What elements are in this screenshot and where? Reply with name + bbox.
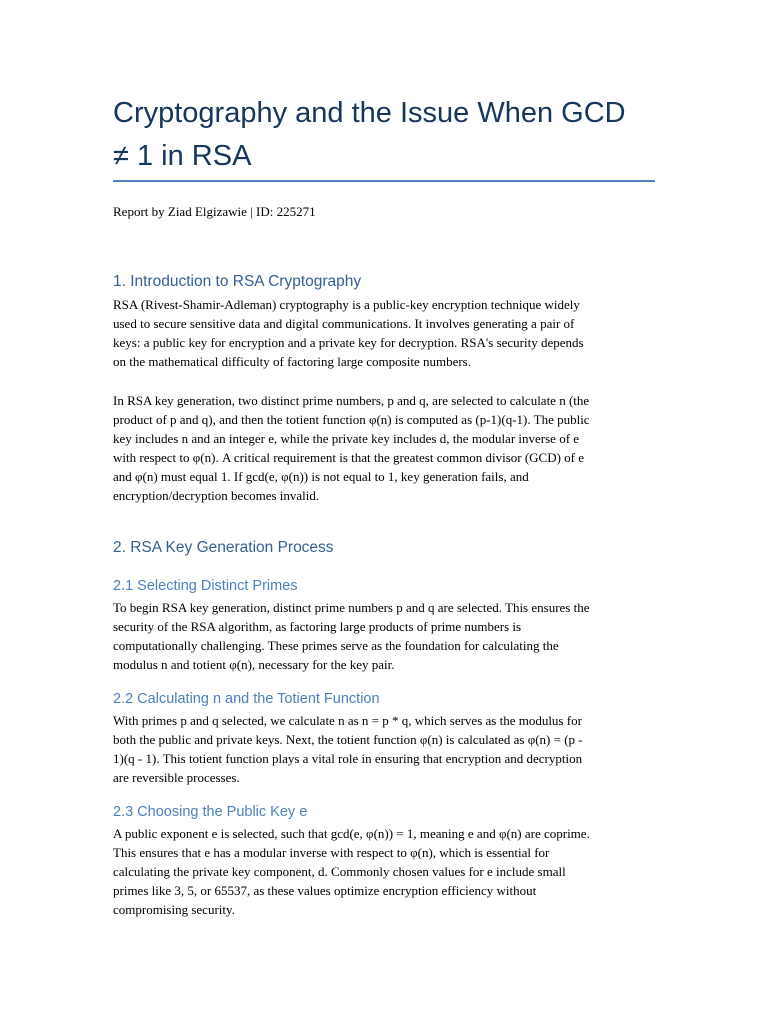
text-line: both the public and private keys. Next, the totient function φ(n) is calculated as φ(n) = (p - [113, 732, 583, 747]
text-line: keys: a public key for encryption and a private key for decryption. RSA's security depends [113, 335, 584, 350]
text-line: primes like 3, 5, or 65537, as these values optimize encryption efficiency without [113, 883, 537, 898]
text-line: used to secure sensitive data and digital communications. It involves generating a pair of [113, 316, 575, 331]
report-byline: Report by Ziad Elgizawie | ID: 225271 [113, 204, 316, 219]
subsection-2-1-paragraph [113, 598, 658, 674]
subsection-heading-2-2: 2.2 Calculating n and the Totient Function [113, 691, 380, 707]
text-line: with respect to φ(n). A critical requirement is that the greatest common divisor (GCD) of e [113, 450, 585, 465]
introduction-paragraph-1 [113, 295, 658, 371]
subsection-2-3-paragraph [113, 824, 658, 919]
text-line: calculating the private key component, d. Commonly chosen values for e include small [113, 864, 566, 879]
text-line: compromising security. [113, 902, 235, 917]
document-title [113, 92, 655, 178]
section-heading-introduction: 1. Introduction to RSA Cryptography [113, 273, 362, 290]
title-line-2: ≠ 1 in RSA [113, 140, 252, 172]
text-line: security of the RSA algorithm, as factoring large products of prime numbers is [113, 619, 522, 634]
text-line: computationally challenging. These primes serve as the foundation for calculating the [113, 638, 559, 653]
text-line: A public exponent e is selected, such that gcd(e, φ(n)) = 1, meaning e and φ(n) are coprime. [113, 826, 590, 841]
text-line: and φ(n) must equal 1. If gcd(e, φ(n)) is not equal to 1, key generation fails, and [113, 469, 529, 484]
text-line: modulus n and totient φ(n), necessary for the key pair. [113, 657, 395, 672]
title-underline [113, 180, 655, 182]
text-line: key includes n and an integer e, while the private key includes d, the modular inverse of e [113, 431, 580, 446]
text-line: are reversible processes. [113, 770, 240, 785]
introduction-paragraph-2 [113, 391, 658, 505]
subsection-2-2-paragraph [113, 711, 658, 787]
text-line: 1)(q - 1). This totient function plays a vital role in ensuring that encryption and decryption [113, 751, 583, 766]
text-line: In RSA key generation, two distinct prime numbers, p and q, are selected to calculate n (the [113, 393, 590, 408]
section-heading-key-generation: 2. RSA Key Generation Process [113, 539, 334, 556]
title-line-1: Cryptography and the Issue When GCD [113, 97, 626, 129]
text-line: To begin RSA key generation, distinct prime numbers p and q are selected. This ensures the [113, 600, 590, 615]
subsection-heading-2-3: 2.3 Choosing the Public Key e [113, 804, 308, 820]
text-line: product of p and q), and then the totient function φ(n) is computed as (p-1)(q-1). The public [113, 412, 590, 427]
text-line: RSA (Rivest-Shamir-Adleman) cryptography is a public-key encryption technique widely [113, 297, 580, 312]
text-line: This ensures that e has a modular inverse with respect to φ(n), which is essential for [113, 845, 550, 860]
text-line: on the mathematical difficulty of factoring large composite numbers. [113, 354, 471, 369]
subsection-heading-2-1: 2.1 Selecting Distinct Primes [113, 578, 298, 594]
text-line: With primes p and q selected, we calculate n as n = p * q, which serves as the modulus for [113, 713, 582, 728]
text-line: encryption/decryption becomes invalid. [113, 488, 320, 503]
